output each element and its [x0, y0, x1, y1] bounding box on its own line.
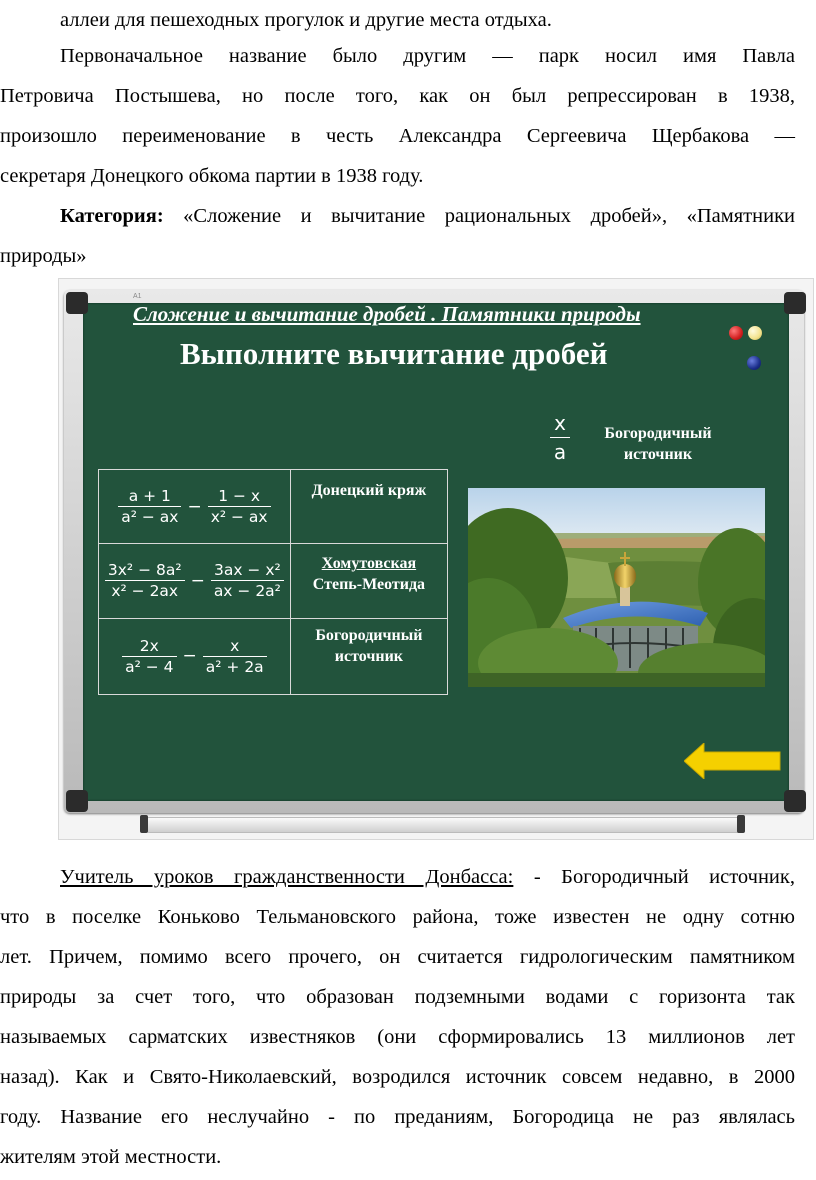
frame-corner	[784, 790, 806, 812]
paragraph-category	[0, 196, 795, 276]
text-line: лет. Причем, помимо всего прочего, он считается гидрологическим памятником	[0, 946, 795, 968]
slide-title: Выполните вычитание дробей	[180, 336, 608, 371]
numerator: 3x² − 8a²	[107, 561, 182, 580]
numerator: 3ax − x²	[213, 561, 281, 580]
text-line: назад). Как и Свято-Николаевский, возродился источник совсем недавно, в 2000	[0, 1066, 795, 1088]
frame-corner	[784, 292, 806, 314]
blue-magnet-icon	[747, 356, 761, 370]
legend-fraction	[548, 412, 572, 463]
answer-text: Хомутовская	[321, 555, 417, 573]
numerator: x	[230, 636, 240, 655]
legend-denominator: a	[553, 440, 567, 464]
table-row	[99, 544, 448, 618]
answer-label-line: источник	[623, 446, 693, 463]
minus-sign: −	[190, 570, 205, 591]
text-line: природы за счет того, что образован подземными водами с горизонта так	[0, 986, 795, 1008]
minus-sign: −	[182, 646, 197, 667]
answer-text: Донецкий кряж	[311, 482, 427, 499]
paragraph-teacher	[0, 857, 795, 1177]
fraction	[105, 560, 185, 601]
text-line: аллеи для пешеходных прогулок и другие места отдыха.	[60, 9, 552, 31]
table-row	[99, 618, 448, 694]
paragraph-park-name	[0, 36, 795, 196]
fraction-bar	[550, 437, 570, 438]
text-line: Первоначальное название было другим — парк носил имя Павла	[60, 45, 795, 67]
text-line: природы»	[0, 245, 87, 267]
denominator: ax − 2a²	[213, 582, 281, 601]
text-line	[0, 196, 795, 236]
spring-photo	[468, 488, 765, 687]
denominator: a² + 2a	[205, 657, 264, 676]
fraction	[122, 636, 176, 677]
denominator: x² − ax	[210, 508, 268, 527]
text-line: произошло переименование в честь Александра Сергеевича Щербакова —	[0, 125, 795, 147]
answer-label	[593, 423, 723, 465]
fraction	[211, 560, 284, 601]
denominator: a² − ax	[121, 508, 179, 527]
marker-tray	[146, 817, 744, 833]
answer-text: Степь-Меотида	[312, 576, 426, 594]
numerator: 2x	[139, 636, 159, 655]
answer-text: Богородичный	[315, 626, 423, 644]
numerator: 1 − x	[218, 487, 261, 506]
answer-text: источник	[334, 647, 404, 665]
slide-subtitle: Сложение и вычитание дробей . Памятники природы	[133, 302, 641, 326]
expression-cell	[99, 544, 291, 618]
text-line: называемых сарматских известняков (они сформировались 13 миллионов лет	[0, 1026, 795, 1048]
expression-cell	[99, 470, 291, 544]
answer-cell	[290, 618, 447, 694]
denominator: x² − 2ax	[111, 582, 179, 601]
numerator: a + 1	[128, 487, 171, 506]
paragraph-intro-end	[0, 0, 795, 40]
spring-photo-image	[468, 488, 765, 687]
denominator: a² − 4	[125, 657, 174, 676]
answer-cell	[290, 544, 447, 618]
table-row	[99, 470, 448, 544]
minus-sign: −	[187, 496, 202, 517]
answer-cell	[290, 470, 447, 544]
back-arrow-icon[interactable]	[684, 743, 782, 784]
expression-cell	[99, 618, 291, 694]
text-line: секретаря Донецкого обкома партии в 1938 году.	[0, 165, 424, 187]
frame-corner	[66, 292, 88, 314]
text-line	[0, 857, 795, 897]
tray-end	[737, 815, 745, 833]
yellow-magnet-icon	[748, 326, 762, 340]
tray-end	[140, 815, 148, 833]
answer-label-line: Богородичный	[604, 425, 712, 442]
red-magnet-icon	[729, 326, 743, 340]
frame-corner	[66, 790, 88, 812]
legend-numerator: x	[554, 411, 566, 435]
teacher-label: Учитель уроков гражданственности Донбасса:	[60, 866, 514, 888]
exercise-table	[98, 469, 448, 695]
text-line: Петровича Постышева, но после того, как он был репрессирован в 1938,	[0, 85, 795, 107]
fraction	[208, 486, 271, 527]
category-value: «Сложение и вычитание рациональных дробей», «Памятники	[163, 205, 795, 227]
text-line: что в поселке Коньково Тельмановского района, тоже известен не одну сотню	[0, 906, 795, 928]
fraction	[203, 636, 267, 677]
text-line: году. Название его неслучайно - по преданиям, Богородица не раз являлась	[0, 1106, 795, 1128]
fraction	[118, 486, 181, 527]
teacher-text: - Богородичный источник,	[513, 866, 795, 888]
slide-tiny-label: А1	[133, 293, 142, 300]
category-label: Категория:	[60, 205, 164, 227]
text-line: жителям этой местности.	[0, 1146, 222, 1168]
